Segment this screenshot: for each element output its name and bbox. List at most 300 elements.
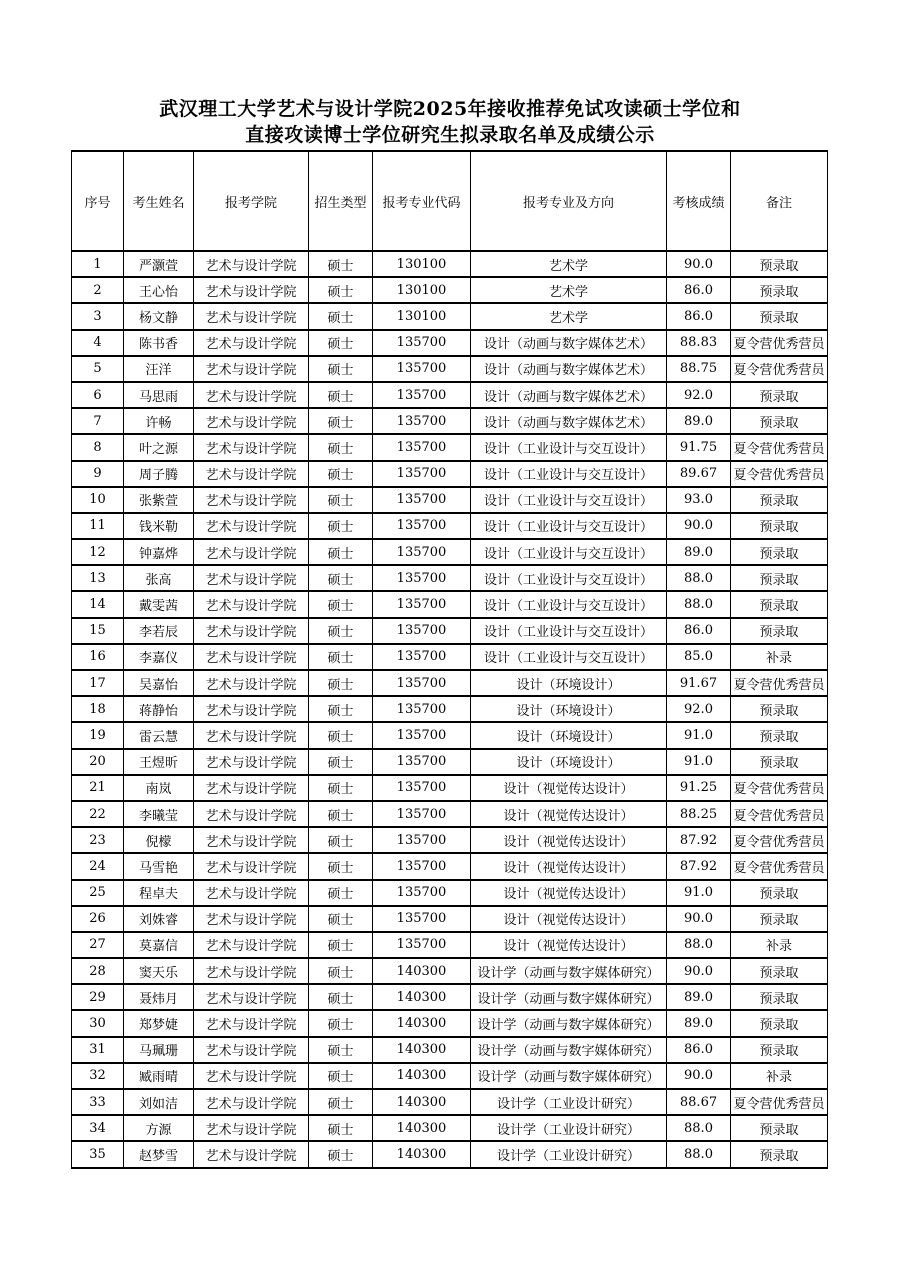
cell-remark: 预录取 [731,1115,828,1141]
cell-index: 16 [72,644,124,670]
table-row [72,251,828,277]
header-cell-remark: 备注 [731,151,828,251]
cell-name: 叶之源 [124,434,194,460]
cell-score: 91.75 [667,434,731,460]
table-row [72,984,828,1010]
cell-type: 硕士 [309,356,373,382]
cell-college: 艺术与设计学院 [194,827,309,853]
header-cell-type: 招生类型 [309,151,373,251]
cell-index: 25 [72,880,124,906]
cell-major: 设计（动画与数字媒体艺术） [471,356,667,382]
cell-type: 硕士 [309,408,373,434]
cell-name: 吴嘉怡 [124,670,194,696]
cell-type: 硕士 [309,1037,373,1063]
cell-college: 艺术与设计学院 [194,1037,309,1063]
table-row [72,775,828,801]
cell-type: 硕士 [309,251,373,277]
cell-major_code: 135700 [373,434,471,460]
cell-college: 艺术与设计学院 [194,356,309,382]
cell-score: 88.75 [667,356,731,382]
cell-name: 马珮珊 [124,1037,194,1063]
table-row [72,1115,828,1141]
table-row [72,408,828,434]
cell-remark: 补录 [731,1063,828,1089]
table-body [72,251,828,1168]
cell-type: 硕士 [309,1089,373,1115]
cell-name: 赵梦雪 [124,1141,194,1167]
cell-major: 设计（环境设计） [471,670,667,696]
cell-major_code: 130100 [373,251,471,277]
cell-major: 设计（环境设计） [471,696,667,722]
cell-score: 90.0 [667,513,731,539]
cell-remark: 预录取 [731,1141,828,1167]
cell-college: 艺术与设计学院 [194,775,309,801]
table-row [72,565,828,591]
cell-major: 设计（动画与数字媒体艺术） [471,382,667,408]
cell-major_code: 135700 [373,644,471,670]
cell-major_code: 140300 [373,1063,471,1089]
cell-type: 硕士 [309,696,373,722]
cell-type: 硕士 [309,932,373,958]
cell-index: 8 [72,434,124,460]
table-row [72,932,828,958]
cell-index: 29 [72,984,124,1010]
cell-name: 雷云慧 [124,722,194,748]
cell-college: 艺术与设计学院 [194,722,309,748]
cell-college: 艺术与设计学院 [194,330,309,356]
cell-major: 设计（环境设计） [471,749,667,775]
cell-score: 88.25 [667,801,731,827]
cell-college: 艺术与设计学院 [194,670,309,696]
cell-name: 倪檬 [124,827,194,853]
cell-college: 艺术与设计学院 [194,1089,309,1115]
cell-type: 硕士 [309,749,373,775]
table-row [72,853,828,879]
cell-index: 10 [72,487,124,513]
cell-major_code: 135700 [373,591,471,617]
cell-score: 90.0 [667,1063,731,1089]
cell-major_code: 135700 [373,827,471,853]
cell-remark: 夏令营优秀营员 [731,775,828,801]
header-cell-major-code: 报考专业代码 [373,151,471,251]
table-row [72,618,828,644]
cell-major: 设计学（动画与数字媒体研究） [471,958,667,984]
table-row [72,330,828,356]
header-cell-major: 报考专业及方向 [471,151,667,251]
table-row [72,591,828,617]
cell-index: 27 [72,932,124,958]
cell-major: 设计学（动画与数字媒体研究） [471,1037,667,1063]
cell-type: 硕士 [309,382,373,408]
cell-score: 89.0 [667,1010,731,1036]
cell-type: 硕士 [309,775,373,801]
cell-college: 艺术与设计学院 [194,1141,309,1167]
cell-index: 14 [72,591,124,617]
cell-name: 王煜昕 [124,749,194,775]
cell-type: 硕士 [309,906,373,932]
cell-remark: 夏令营优秀营员 [731,853,828,879]
cell-score: 90.0 [667,906,731,932]
cell-score: 91.0 [667,722,731,748]
cell-type: 硕士 [309,670,373,696]
cell-index: 21 [72,775,124,801]
cell-major: 设计（视觉传达设计） [471,906,667,932]
cell-college: 艺术与设计学院 [194,906,309,932]
header-cell-college: 报考学院 [194,151,309,251]
cell-type: 硕士 [309,958,373,984]
table-row [72,827,828,853]
cell-college: 艺术与设计学院 [194,880,309,906]
table-row [72,880,828,906]
cell-index: 6 [72,382,124,408]
cell-index: 15 [72,618,124,644]
cell-index: 19 [72,722,124,748]
cell-score: 88.0 [667,1141,731,1167]
table-row [72,382,828,408]
cell-index: 18 [72,696,124,722]
cell-score: 93.0 [667,487,731,513]
cell-remark: 预录取 [731,303,828,329]
cell-remark: 预录取 [731,539,828,565]
cell-remark: 补录 [731,644,828,670]
cell-major_code: 135700 [373,330,471,356]
cell-remark: 预录取 [731,408,828,434]
cell-name: 汪洋 [124,356,194,382]
cell-remark: 预录取 [731,513,828,539]
cell-type: 硕士 [309,277,373,303]
table-row [72,1037,828,1063]
cell-major_code: 130100 [373,277,471,303]
cell-score: 91.0 [667,880,731,906]
cell-college: 艺术与设计学院 [194,801,309,827]
cell-remark: 预录取 [731,696,828,722]
cell-remark: 夏令营优秀营员 [731,434,828,460]
cell-major: 设计（工业设计与交互设计） [471,434,667,460]
cell-college: 艺术与设计学院 [194,277,309,303]
cell-name: 聂炜月 [124,984,194,1010]
cell-college: 艺术与设计学院 [194,565,309,591]
cell-remark: 预录取 [731,722,828,748]
cell-major_code: 140300 [373,1037,471,1063]
cell-index: 17 [72,670,124,696]
cell-index: 2 [72,277,124,303]
cell-college: 艺术与设计学院 [194,696,309,722]
cell-index: 28 [72,958,124,984]
cell-major_code: 140300 [373,958,471,984]
cell-college: 艺术与设计学院 [194,461,309,487]
cell-score: 88.67 [667,1089,731,1115]
cell-major_code: 135700 [373,487,471,513]
cell-major: 艺术学 [471,303,667,329]
cell-type: 硕士 [309,330,373,356]
cell-remark: 预录取 [731,958,828,984]
cell-major_code: 135700 [373,461,471,487]
cell-name: 程卓夫 [124,880,194,906]
header-cell-score: 考核成绩 [667,151,731,251]
cell-major: 设计（环境设计） [471,722,667,748]
cell-score: 88.0 [667,565,731,591]
cell-major_code: 135700 [373,880,471,906]
cell-score: 92.0 [667,696,731,722]
cell-major_code: 140300 [373,1141,471,1167]
cell-index: 3 [72,303,124,329]
cell-major: 设计（视觉传达设计） [471,827,667,853]
table-row [72,434,828,460]
cell-college: 艺术与设计学院 [194,382,309,408]
cell-remark: 夏令营优秀营员 [731,827,828,853]
table-row [72,277,828,303]
cell-name: 王心怡 [124,277,194,303]
cell-name: 钱米勒 [124,513,194,539]
cell-college: 艺术与设计学院 [194,1010,309,1036]
cell-college: 艺术与设计学院 [194,644,309,670]
cell-major_code: 135700 [373,853,471,879]
cell-name: 蒋静怡 [124,696,194,722]
cell-type: 硕士 [309,1010,373,1036]
table-row [72,749,828,775]
cell-index: 11 [72,513,124,539]
cell-score: 91.67 [667,670,731,696]
cell-college: 艺术与设计学院 [194,932,309,958]
cell-score: 86.0 [667,618,731,644]
cell-index: 30 [72,1010,124,1036]
cell-index: 4 [72,330,124,356]
cell-name: 许畅 [124,408,194,434]
cell-score: 89.0 [667,408,731,434]
document-title-line1: 武汉理工大学艺术与设计学院2025年接收推荐免试攻读硕士学位和 [159,98,741,120]
cell-name: 张紫萱 [124,487,194,513]
cell-major_code: 135700 [373,618,471,644]
header-cell-name: 考生姓名 [124,151,194,251]
cell-name: 方源 [124,1115,194,1141]
cell-score: 88.83 [667,330,731,356]
cell-remark: 夏令营优秀营员 [731,461,828,487]
table-row [72,670,828,696]
cell-remark: 预录取 [731,880,828,906]
cell-type: 硕士 [309,1115,373,1141]
table-header-row [72,151,828,251]
cell-type: 硕士 [309,853,373,879]
table-row [72,461,828,487]
cell-type: 硕士 [309,1063,373,1089]
cell-name: 戴雯茜 [124,591,194,617]
cell-type: 硕士 [309,722,373,748]
cell-remark: 预录取 [731,565,828,591]
table-row [72,1089,828,1115]
cell-index: 9 [72,461,124,487]
cell-name: 刘姝睿 [124,906,194,932]
cell-major_code: 140300 [373,1010,471,1036]
cell-major_code: 135700 [373,696,471,722]
cell-remark: 夏令营优秀营员 [731,330,828,356]
cell-college: 艺术与设计学院 [194,487,309,513]
cell-name: 刘如洁 [124,1089,194,1115]
cell-index: 5 [72,356,124,382]
cell-type: 硕士 [309,644,373,670]
cell-type: 硕士 [309,618,373,644]
table-row [72,958,828,984]
cell-major: 设计（工业设计与交互设计） [471,565,667,591]
cell-index: 13 [72,565,124,591]
cell-name: 南岚 [124,775,194,801]
cell-score: 85.0 [667,644,731,670]
cell-major_code: 140300 [373,984,471,1010]
cell-name: 马思雨 [124,382,194,408]
cell-major_code: 140300 [373,1115,471,1141]
cell-score: 89.67 [667,461,731,487]
cell-major: 艺术学 [471,251,667,277]
cell-name: 莫嘉信 [124,932,194,958]
cell-remark: 预录取 [731,277,828,303]
cell-type: 硕士 [309,487,373,513]
cell-score: 86.0 [667,277,731,303]
document-title-line2: 直接攻读博士学位研究生拟录取名单及成绩公示 [245,124,655,146]
cell-remark: 预录取 [731,618,828,644]
table-row [72,1063,828,1089]
cell-name: 陈书香 [124,330,194,356]
cell-name: 李若辰 [124,618,194,644]
cell-major_code: 135700 [373,932,471,958]
cell-major: 设计（视觉传达设计） [471,932,667,958]
cell-remark: 预录取 [731,1010,828,1036]
table-row [72,487,828,513]
cell-major_code: 135700 [373,749,471,775]
cell-remark: 预录取 [731,487,828,513]
cell-major_code: 140300 [373,1089,471,1115]
cell-major_code: 130100 [373,303,471,329]
cell-college: 艺术与设计学院 [194,303,309,329]
header-cell-index: 序号 [72,151,124,251]
cell-major: 设计学（工业设计研究） [471,1089,667,1115]
cell-major: 设计学（工业设计研究） [471,1115,667,1141]
table-row [72,722,828,748]
cell-score: 90.0 [667,251,731,277]
cell-major: 设计（工业设计与交互设计） [471,513,667,539]
cell-remark: 预录取 [731,591,828,617]
cell-major: 设计（工业设计与交互设计） [471,644,667,670]
cell-index: 23 [72,827,124,853]
cell-major: 设计学（动画与数字媒体研究） [471,1063,667,1089]
cell-name: 李曦莹 [124,801,194,827]
cell-index: 26 [72,906,124,932]
cell-college: 艺术与设计学院 [194,591,309,617]
cell-major: 设计（视觉传达设计） [471,775,667,801]
cell-remark: 夏令营优秀营员 [731,670,828,696]
cell-college: 艺术与设计学院 [194,434,309,460]
cell-type: 硕士 [309,1141,373,1167]
cell-type: 硕士 [309,565,373,591]
cell-name: 窦天乐 [124,958,194,984]
cell-name: 郑梦婕 [124,1010,194,1036]
cell-index: 32 [72,1063,124,1089]
cell-major_code: 135700 [373,670,471,696]
cell-major_code: 135700 [373,775,471,801]
cell-remark: 夏令营优秀营员 [731,801,828,827]
cell-major_code: 135700 [373,408,471,434]
cell-score: 86.0 [667,303,731,329]
cell-major: 设计（视觉传达设计） [471,853,667,879]
table-row [72,513,828,539]
cell-score: 91.0 [667,749,731,775]
cell-college: 艺术与设计学院 [194,984,309,1010]
cell-type: 硕士 [309,539,373,565]
cell-major_code: 135700 [373,382,471,408]
cell-score: 87.92 [667,853,731,879]
cell-score: 87.92 [667,827,731,853]
table-row [72,906,828,932]
cell-index: 31 [72,1037,124,1063]
cell-major_code: 135700 [373,906,471,932]
cell-name: 马雪艳 [124,853,194,879]
cell-score: 92.0 [667,382,731,408]
cell-major: 设计（工业设计与交互设计） [471,487,667,513]
cell-college: 艺术与设计学院 [194,539,309,565]
cell-major_code: 135700 [373,565,471,591]
cell-type: 硕士 [309,303,373,329]
cell-major_code: 135700 [373,801,471,827]
cell-college: 艺术与设计学院 [194,408,309,434]
cell-major: 设计学（动画与数字媒体研究） [471,984,667,1010]
cell-remark: 夏令营优秀营员 [731,356,828,382]
cell-college: 艺术与设计学院 [194,618,309,644]
cell-score: 88.0 [667,932,731,958]
cell-index: 24 [72,853,124,879]
cell-major: 设计学（工业设计研究） [471,1141,667,1167]
cell-college: 艺术与设计学院 [194,1063,309,1089]
cell-major: 设计（工业设计与交互设计） [471,461,667,487]
cell-type: 硕士 [309,801,373,827]
cell-score: 89.0 [667,539,731,565]
cell-major: 设计（视觉传达设计） [471,801,667,827]
cell-index: 20 [72,749,124,775]
cell-name: 李嘉仪 [124,644,194,670]
cell-name: 钟嘉烨 [124,539,194,565]
cell-score: 89.0 [667,984,731,1010]
cell-index: 1 [72,251,124,277]
table-row [72,1141,828,1167]
cell-index: 22 [72,801,124,827]
cell-major: 设计（视觉传达设计） [471,880,667,906]
cell-remark: 补录 [731,932,828,958]
cell-type: 硕士 [309,434,373,460]
cell-type: 硕士 [309,461,373,487]
cell-type: 硕士 [309,984,373,1010]
cell-college: 艺术与设计学院 [194,251,309,277]
cell-college: 艺术与设计学院 [194,749,309,775]
cell-remark: 预录取 [731,382,828,408]
cell-index: 7 [72,408,124,434]
cell-college: 艺术与设计学院 [194,958,309,984]
table-row [72,303,828,329]
table-row [72,801,828,827]
document-title [0,96,900,148]
cell-name: 张高 [124,565,194,591]
cell-index: 34 [72,1115,124,1141]
table-row [72,696,828,722]
cell-type: 硕士 [309,591,373,617]
cell-score: 86.0 [667,1037,731,1063]
cell-name: 臧雨晴 [124,1063,194,1089]
cell-remark: 预录取 [731,749,828,775]
cell-remark: 预录取 [731,906,828,932]
cell-type: 硕士 [309,513,373,539]
cell-type: 硕士 [309,827,373,853]
cell-remark: 预录取 [731,251,828,277]
table-row [72,644,828,670]
cell-name: 严灏萱 [124,251,194,277]
cell-major: 设计（动画与数字媒体艺术） [471,330,667,356]
cell-index: 35 [72,1141,124,1167]
